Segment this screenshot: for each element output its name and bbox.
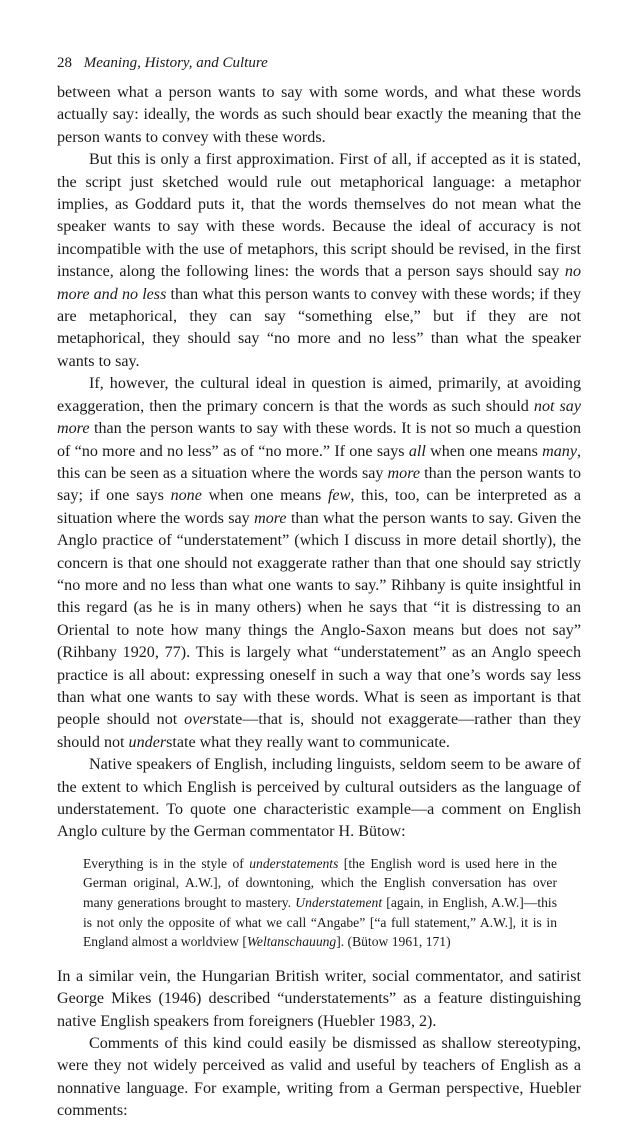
paragraph-3: If, however, the cultural ideal in question is aimed, primarily, at avoiding exaggeration, then the primary concern is that the words as such should not say more than the person wants to say with these words. It is not so much a question of “no more and no less” as of “no more.” If one says all when one means many, this can be seen as a situation where the words say more than the person wants to say; if one says none when one means few, this, too, can be interpreted as a situation where the words say more than what the person wants to say. Given the Anglo practice of “understatement” (which I discuss in more detail shortly), the concern is that one should not exaggerate rather than that one should say strictly “no more and no less than what one wants to say.” Rihbany is quite insightful in this regard (as he is in many others) when he says that “it is distressing to an Oriental to note how many things the Anglo-Saxon means but does not say” (Rihbany 1920, 77). This is largely what “understatement” as an Anglo speech practice is all about: expressing oneself in such a way that one’s words say less than what one wants to say with these words. What is seen as important is that people should not overstate—that is, should not exaggerate—rather than they should not understate what they really want to communicate. (57, 375, 581, 751)
paragraph-5: In a similar vein, the Hungarian British writer, social commentator, and satirist George Mikes (1946) described “understatements” as a feature distinguishing native English speakers from foreigners (Huebler 1983, 2). (57, 967, 581, 1030)
paragraph-2: But this is only a first approximation. First of all, if accepted as it is stated, the script just sketched would rule out metaphorical language: a metaphor implies, as Goddard puts it, that the words themselves do not mean what the speaker wants to say with these words. Because the ideal of accuracy is not incompatible with the use of metaphors, this script should be revised, in the first instance, along the following lines: the words that a person says should say no more and no less than what this person wants to convey with these words; if they are metaphorical, they can say “something else,” but if they are not metaphorical, they should say “no more and no less” than what the speaker wants to say. (57, 151, 581, 370)
paragraph-6: Comments of this kind could easily be dismissed as shallow stereotyping, were they not widely perceived as valid and useful by teachers of English as a nonnative language. For example, writing from a German perspective, Huebler comments: (57, 1035, 581, 1120)
running-title: Meaning, History, and Culture (83, 55, 268, 71)
paragraph-1: between what a person wants to say with some words, and what these words actually say: ideally, the words as such should bear exactly the meaning that the person wants to convey with these words. (57, 84, 581, 146)
page-number: 28 (57, 55, 72, 71)
block-quote: Everything is in the style of understatements [the English word is used here in the German original, A.W.], of downtoning, which the English conversation has over many generations brought to mastery. Understatement [again, in English, A.W.]—this is not only the opposite of what we call “Angabe” [“a full statement,” A.W.], it is in England almost a worldview [Weltanschauung]. (Bütow 1961, 171) (83, 855, 557, 950)
running-header (57, 52, 581, 74)
book-page (57, 52, 581, 1123)
paragraph-4: Native speakers of English, including linguists, seldom seem to be aware of the extent to which English is perceived by cultural outsiders as the language of understatement. To quote one characteristic example—a comment on English Anglo culture by the German commentator H. Bütow: (57, 756, 581, 841)
